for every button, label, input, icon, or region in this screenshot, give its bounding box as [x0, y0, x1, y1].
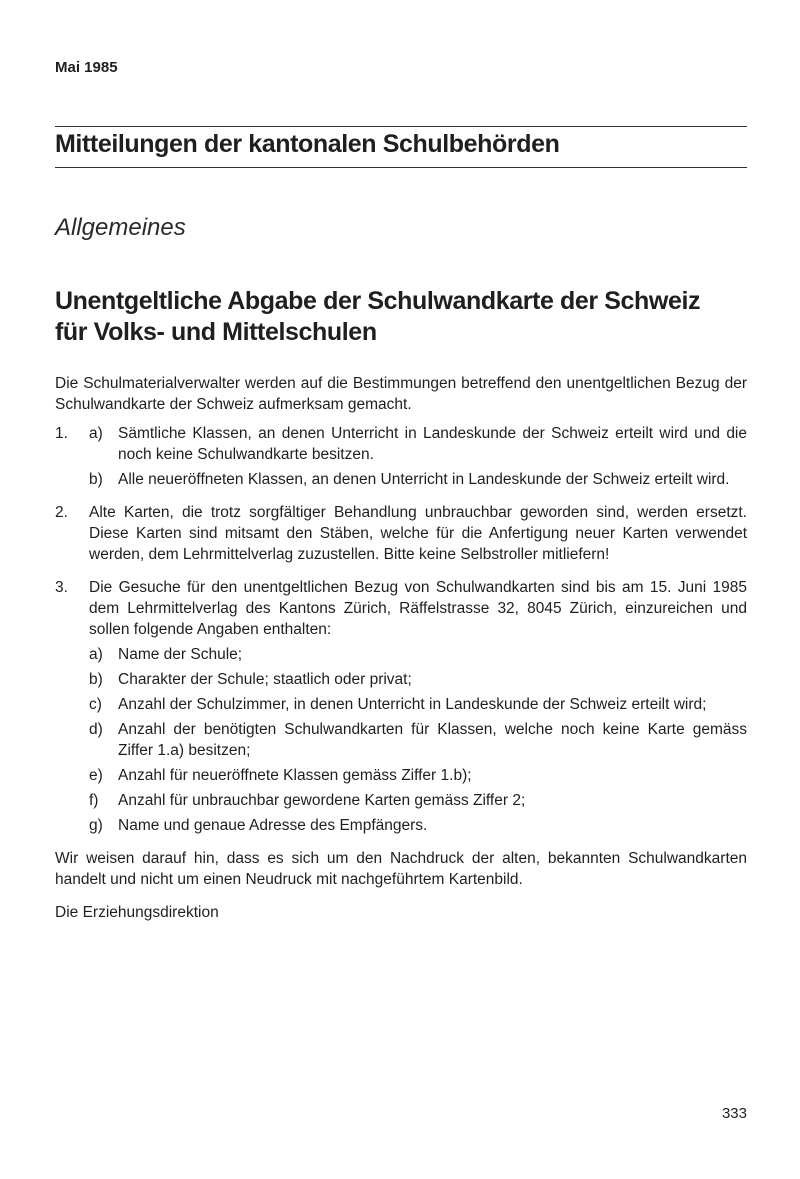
sub-item [89, 694, 747, 715]
article-headline [55, 286, 755, 348]
sub-item-text: Anzahl für neueröffnete Klassen gemäss Ziffer 1.b); [118, 767, 472, 784]
list-item-3 [55, 577, 747, 840]
list-number: 3. [55, 579, 68, 596]
sub-item-text: Anzahl der Schulzimmer, in denen Unterricht in Landeskunde der Schweiz erteilt wird; [118, 696, 707, 713]
sub-item-label: a) [89, 646, 103, 663]
sub-item [89, 644, 747, 665]
sub-item-label: b) [89, 471, 103, 488]
sub-item [89, 423, 747, 465]
sub-item [89, 469, 747, 490]
article-body [55, 373, 747, 923]
sub-item-label: g) [89, 817, 103, 834]
sub-item [89, 669, 747, 690]
sub-item [89, 790, 747, 811]
list-item-2 [55, 502, 747, 569]
intro-paragraph: Die Schulmaterialverwalter werden auf die Bestimmungen betreffend den unentgeltlichen Bezug der Schulwandkarte der Schweiz aufmerksam gemacht. [55, 375, 747, 413]
sub-item-text: Anzahl der benötigten Schulwandkarten für Klassen, welche noch keine Karte gemäss Ziffer 1.a) besitzen; [118, 721, 747, 759]
closing-paragraph: Wir weisen darauf hin, dass es sich um den Nachdruck der alten, bekannten Schulwandkarten handelt und nicht um einen Neudruck mit nachgeführtem Kartenbild. [55, 850, 747, 888]
sub-item-label: c) [89, 696, 102, 713]
sub-item-text: Charakter der Schule; staatlich oder privat; [118, 671, 412, 688]
sub-item-label: d) [89, 721, 103, 738]
headline-line-2: für Volks- und Mittelschulen [55, 318, 377, 346]
headline-line-1: Unentgeltliche Abgabe der Schulwandkarte der Schweiz [55, 287, 701, 315]
sub-item-text: Anzahl für unbrauchbar gewordene Karten gemäss Ziffer 2; [118, 792, 526, 809]
list-item-1 [55, 423, 747, 494]
sub-item [89, 719, 747, 761]
sub-item-text: Name und genaue Adresse des Empfängers. [118, 817, 428, 834]
list-number: 1. [55, 425, 68, 442]
sub-item [89, 765, 747, 786]
list-number: 2. [55, 504, 68, 521]
sub-item-label: e) [89, 767, 103, 784]
page-number: 333 [721, 1105, 747, 1122]
sub-item [89, 815, 747, 836]
category-heading: Allgemeines [55, 214, 186, 241]
signature: Die Erziehungsdirektion [55, 904, 219, 921]
sub-item-text: Sämtliche Klassen, an denen Unterricht in Landeskunde der Schweiz erteilt wird und die noch keine Schulwandkarte besitzen. [118, 425, 747, 463]
sub-item-text: Name der Schule; [118, 646, 243, 663]
sub-item-text: Alle neueröffneten Klassen, an denen Unterricht in Landeskunde der Schweiz erteilt wird. [118, 471, 730, 488]
section-rule-bottom [55, 167, 747, 168]
list-item-text: Die Gesuche für den unentgeltlichen Bezug von Schulwandkarten sind bis am 15. Juni 1985 dem Lehrmittelverlag des Kantons Zürich, Räffelstrasse 32, 8045 Zürich, einzureichen und sollen folgende Angaben enthalten: [89, 579, 747, 638]
sub-item-label: f) [89, 792, 99, 809]
sub-item-label: a) [89, 425, 103, 442]
section-title: Mitteilungen der kantonalen Schulbehörden [55, 130, 560, 158]
section-rule-top [55, 126, 747, 127]
page-date: Mai 1985 [55, 59, 118, 76]
sub-item-label: b) [89, 671, 103, 688]
list-item-text: Alte Karten, die trotz sorgfältiger Behandlung unbrauchbar geworden sind, werden ersetzt. Diese Karten sind mitsamt den Stäben, welche für die Anfertigung neuer Karten verwendet werden, dem Lehrmittelverlag zuzustellen. Bitte keine Selbstroller mitliefern! [89, 504, 747, 563]
